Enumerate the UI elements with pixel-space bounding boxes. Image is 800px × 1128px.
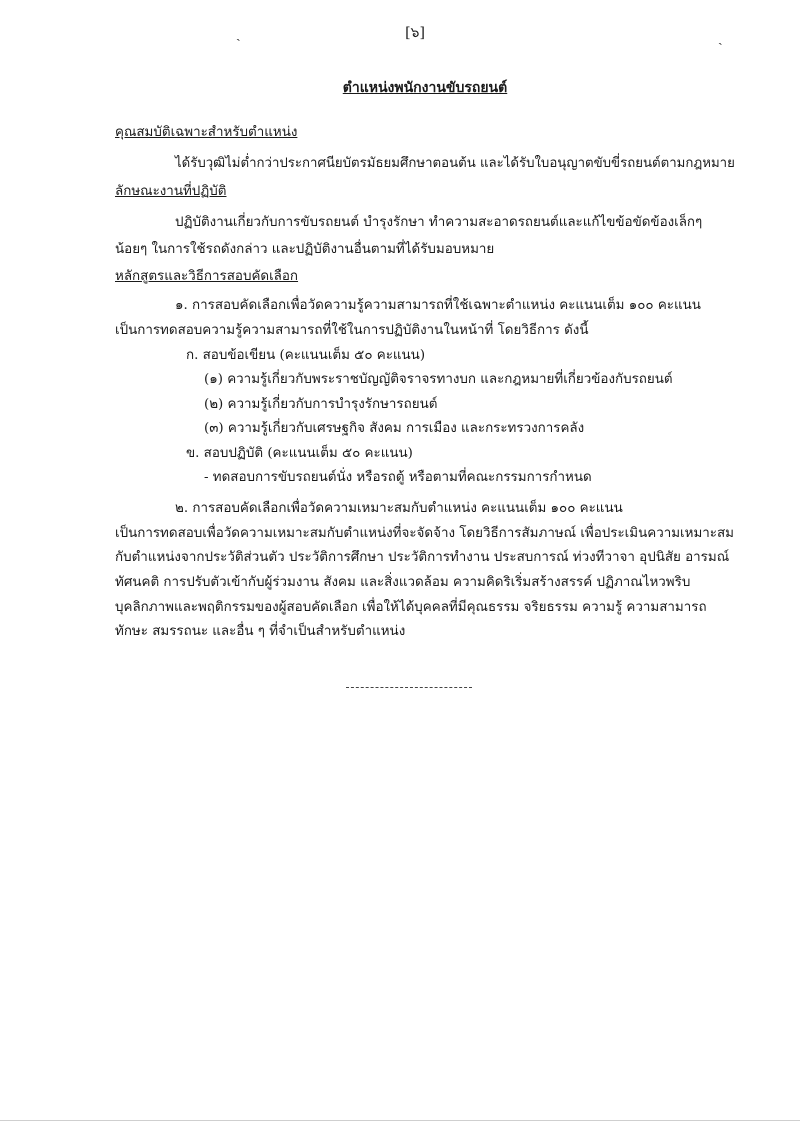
exam-part1-line-2: เป็นการทดสอบความรู้ความสามารถที่ใช้ในการปฏิบัติงานในหน้าที่ โดยวิธีการ ดังนี้ xyxy=(115,323,589,338)
exam-part2-line: กับตำแหน่งจากประวัติส่วนตัว ประวัติการศึกษา ประวัติการทำงาน ประสบการณ์ ท่วงทีวาจา อุปนิสัย อารมณ์ xyxy=(115,550,730,565)
exam-part2-line: ๒. การสอบคัดเลือกเพื่อวัดความเหมาะสมกับตำแหน่ง คะแนนเต็ม ๑๐๐ คะแนน xyxy=(175,501,623,516)
exam-part1-line-1: ๑. การสอบคัดเลือกเพื่อวัดความรู้ความสามารถที่ใช้เฉพาะตำแหน่ง คะแนนเต็ม ๑๐๐ คะแนน xyxy=(175,298,701,313)
page-title: ตำแหน่งพนักงานขับรถยนต์ xyxy=(342,80,508,96)
end-divider xyxy=(346,687,472,688)
written-exam-item: (๓) ความรู้เกี่ยวกับเศรษฐกิจ สังคม การเมือง และกระทรวงการคลัง xyxy=(204,421,585,436)
scan-mark-right: ˎ xyxy=(718,30,723,46)
written-exam-item: (๒) ความรู้เกี่ยวกับการบำรุงรักษารถยนต์ xyxy=(204,397,438,412)
duties-heading: ลักษณะงานที่ปฏิบัติ xyxy=(115,184,227,199)
scan-bottom-edge xyxy=(0,1120,800,1121)
written-exam-item: (๑) ความรู้เกี่ยวกับพระราชบัญญัติจราจรทางบก และกฎหมายที่เกี่ยวข้องกับรถยนต์ xyxy=(204,372,673,387)
duties-text-line-2: น้อยๆ ในการใช้รถดังกล่าว และปฏิบัติงานอื่นตามที่ได้รับมอบหมาย xyxy=(115,242,495,257)
qualification-heading: คุณสมบัติเฉพาะสำหรับตำแหน่ง xyxy=(115,125,298,140)
qualification-text: ได้รับวุฒิไม่ต่ำกว่าประกาศนียบัตรมัธยมศึกษาตอนต้น และได้รับใบอนุญาตขับขี่รถยนต์ตามกฎหมาย xyxy=(175,156,735,171)
exam-heading: หลักสูตรและวิธีการสอบคัดเลือก xyxy=(115,269,299,284)
exam-part2-line: ทัศนคติ การปรับตัวเข้ากับผู้ร่วมงาน สังคม และสิ่งแวดล้อม ความคิดริเริ่มสร้างสรรค์ ปฏิภาณไหวพริบ xyxy=(115,575,691,590)
duties-text-line-1: ปฏิบัติงานเกี่ยวกับการขับรถยนต์ บำรุงรักษา ทำความสะอาดรถยนต์และแก้ไขข้อขัดข้องเล็กๆ xyxy=(175,215,703,230)
practical-exam-item: - ทดสอบการขับรถยนต์นั่ง หรือรถตู้ หรือตามที่คณะกรรมการกำหนด xyxy=(204,470,592,485)
exam-part2-line: บุคลิกภาพและพฤติกรรมของผู้สอบคัดเลือก เพื่อให้ได้บุคคลที่มีคุณธรรม จริยธรรม ความรู้ ความสามารถ xyxy=(115,600,707,615)
exam-part2-line: เป็นการทดสอบเพื่อวัดความเหมาะสมกับตำแหน่งที่จะจัดจ้าง โดยวิธีการสัมภาษณ์ เพื่อประเมินความเหมาะสม xyxy=(115,526,735,541)
written-exam-label: ก. สอบข้อเขียน (คะแนนเต็ม ๕๐ คะแนน) xyxy=(186,348,426,363)
exam-part2-line: ทักษะ สมรรถนะ และอื่น ๆ ที่จำเป็นสำหรับตำแหน่ง xyxy=(115,624,406,639)
practical-exam-label: ข. สอบปฏิบัติ (คะแนนเต็ม ๕๐ คะแนน) xyxy=(186,446,413,461)
page-number: [๖] xyxy=(405,25,425,41)
scan-mark-left: ˎ xyxy=(236,26,241,42)
